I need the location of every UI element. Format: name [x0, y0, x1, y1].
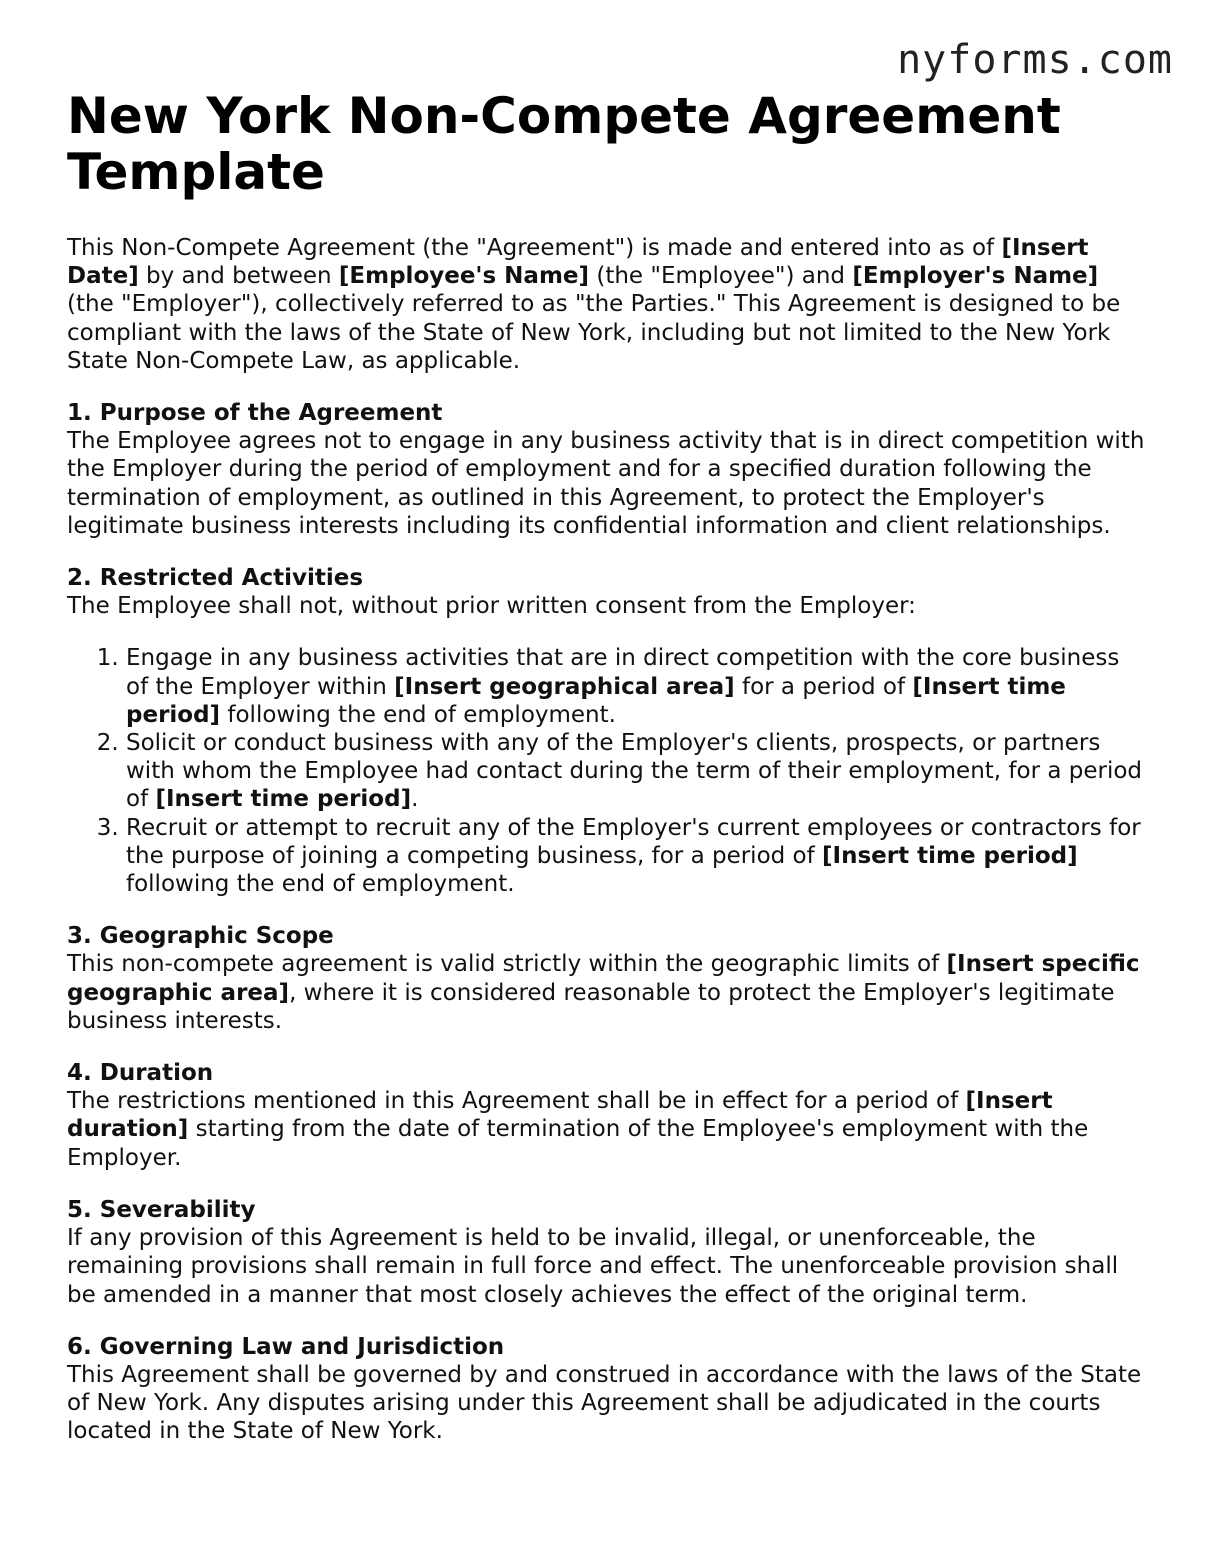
geographic-area-placeholder: [Insert specific geographic area]	[67, 951, 1140, 1006]
section-body	[67, 1087, 1147, 1172]
geographical-area-placeholder: [Insert geographical area]	[394, 673, 735, 700]
list-item-text: Recruit or attempt to recruit any of the Employer's current employees or contractors for the purpose of joining a competing business, for a period of	[126, 814, 1141, 869]
intro-text-2: by and between	[138, 263, 339, 290]
section-duration	[67, 1059, 1147, 1172]
section-body: This Agreement shall be governed by and construed in accordance with the laws of the State of New York. Any disputes arising under this Agreement shall be adjudicated in the courts located in the State of New York.	[67, 1361, 1142, 1445]
section-heading: 3. Geographic Scope	[67, 923, 334, 950]
section-severability	[67, 1196, 1147, 1309]
list-item	[126, 644, 1147, 729]
section-geographic-scope	[67, 922, 1147, 1035]
time-period-placeholder: [Insert time period]	[126, 673, 1066, 728]
section-heading: 4. Duration	[67, 1060, 214, 1087]
time-period-placeholder: [Insert time period]	[822, 842, 1078, 869]
section-body: The Employee shall not, without prior written consent from the Employer:	[67, 593, 916, 620]
list-item-text: Solicit or conduct business with any of the Employer's clients, prospects, or partners with whom the Employee had contact during the term of their employment, for a period of	[126, 730, 1143, 813]
section-heading: 2. Restricted Activities	[67, 565, 364, 592]
document-page	[67, 88, 1147, 1470]
list-item	[126, 814, 1147, 899]
section-text: This non-compete agreement is valid strictly within the geographic limits of	[67, 951, 947, 978]
section-body: The Employee agrees not to engage in any business activity that is in direct competition with the Employer during the period of employment and for a specified duration following the termination of employment, as outlined in this Agreement, to protect the Employer's legitimate business interests including its confidential information and client relationships.	[67, 428, 1145, 539]
section-text: starting from the date of termination of the Employee's employment with the Employer.	[67, 1116, 1089, 1171]
restricted-activities-list	[67, 644, 1147, 898]
list-item-text: following the end of employment.	[220, 701, 616, 728]
section-heading: 1. Purpose of the Agreement	[67, 400, 443, 427]
section-governing-law	[67, 1333, 1147, 1446]
list-item-text: Engage in any business activities that are in direct competition with the core business of the Employer within	[126, 645, 1120, 700]
insert-date-placeholder: [Insert Date]	[67, 235, 1089, 290]
employer-name-placeholder: [Employer's Name]	[852, 263, 1099, 290]
list-item-text: for a period of	[734, 673, 913, 700]
section-text: , where it is considered reasonable to protect the Employer's legitimate business interests.	[67, 979, 1115, 1034]
intro-text-3: (the "Employee") and	[589, 263, 853, 290]
intro-text-4: (the "Employer"), collectively referred to as "the Parties." This Agreement is designed to be compliant with the laws of the State of New York, including but not limited to the New York State Non-Compete Law, as applicable.	[67, 291, 1121, 374]
section-restricted-activities	[67, 564, 1147, 898]
intro-text-1: This Non-Compete Agreement (the "Agreement") is made and entered into as of	[67, 235, 1002, 261]
time-period-placeholder: [Insert time period]	[155, 786, 412, 813]
list-item-text: following the end of employment.	[126, 871, 515, 898]
section-body	[67, 950, 1147, 1035]
page-title: New York Non-Compete Agreement Template	[67, 87, 1061, 201]
site-watermark: nyforms.com	[897, 37, 1173, 83]
section-heading: 5. Severability	[67, 1196, 256, 1223]
section-body: If any provision of this Agreement is held to be invalid, illegal, or unenforceable, the remaining provisions shall remain in full force and effect. The unenforceable provision shall be amended in a manner that most closely achieves the effect of the original term.	[67, 1225, 1119, 1308]
duration-placeholder: [Insert duration]	[67, 1088, 1053, 1143]
employee-name-placeholder: [Employee's Name]	[338, 263, 590, 290]
list-item	[126, 729, 1147, 814]
intro-paragraph	[67, 234, 1147, 375]
section-purpose	[67, 399, 1147, 540]
section-heading: 6. Governing Law and Jurisdiction	[67, 1333, 505, 1360]
section-text: The restrictions mentioned in this Agreement shall be in effect for a period of	[67, 1088, 966, 1115]
list-item-text: .	[411, 786, 419, 813]
